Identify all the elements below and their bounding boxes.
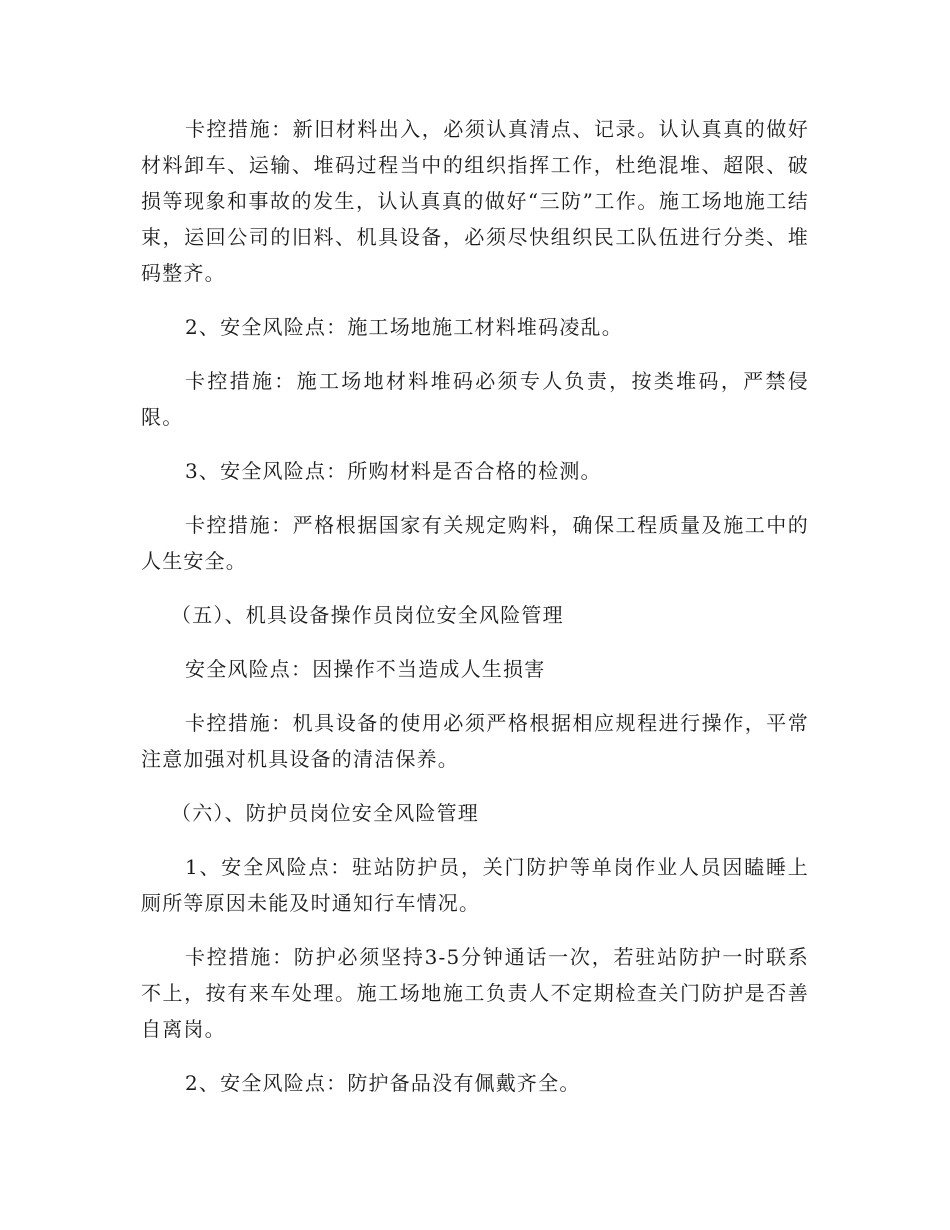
section-heading-equipment-operator: （五）、机具设备操作员岗位安全风险管理 [171, 603, 564, 627]
paragraph-operator-control-measures: 卡控措施：机具设备的使用必须严格根据相应规程进行操作，平常注意加强对机具设备的清洁保养。 [141, 711, 809, 771]
document-body [141, 111, 809, 1119]
paragraph-risk-point-2: 2、安全风险点：施工场地施工材料堆码凌乱。 [185, 315, 623, 339]
section-heading-guard-post: （六）、防护员岗位安全风险管理 [171, 801, 479, 825]
paragraph-material-control-measures: 卡控措施：新旧材料出入，必须认真清点、记录。认认真真的做好材料卸车、运输、堆码过程当中的组织指挥工作，杜绝混堆、超限、破损等现象和事故的发生，认认真真的做好“三防”工作。施工场地施工结束，运回公司的旧料、机具设备，必须尽快组织民工队伍进行分类、堆码整齐。 [141, 117, 809, 285]
paragraph-guard-risk-point-1: 1、安全风险点：驻站防护员，关门防护等单岗作业人员因瞌睡上厕所等原因未能及时通知行车情况。 [141, 855, 809, 915]
paragraph-guard-control-measures: 卡控措施：防护必须坚持3-5分钟通话一次，若驻站防护一时联系不上，按有来车处理。施工场地施工负责人不定期检查关门防护是否善自离岗。 [141, 945, 809, 1041]
paragraph-purchase-control-measures: 卡控措施：严格根据国家有关规定购料，确保工程质量及施工中的人生安全。 [141, 513, 809, 573]
paragraph-stacking-control-measures: 卡控措施：施工场地材料堆码必须专人负责，按类堆码，严禁侵限。 [141, 369, 809, 429]
paragraph-risk-point-3: 3、安全风险点：所购材料是否合格的检测。 [185, 459, 602, 483]
paragraph-operator-risk-point: 安全风险点：因操作不当造成人生损害 [185, 657, 546, 681]
paragraph-guard-risk-point-2: 2、安全风险点：防护备品没有佩戴齐全。 [185, 1071, 581, 1095]
